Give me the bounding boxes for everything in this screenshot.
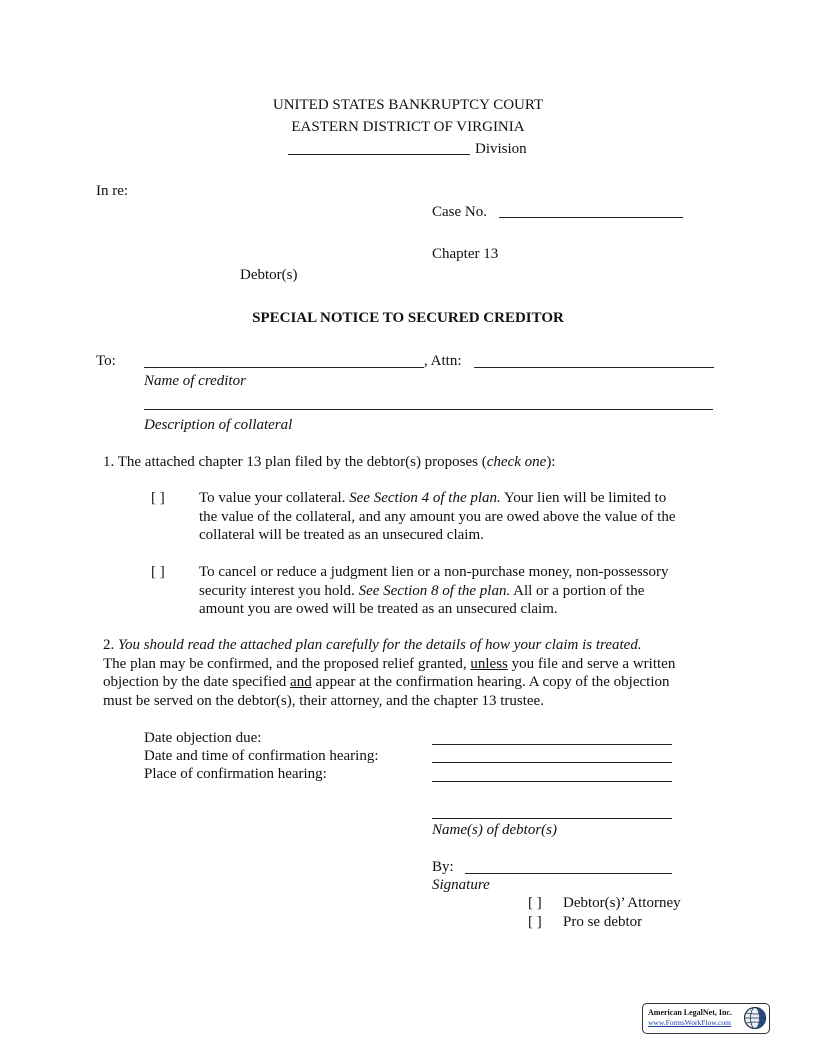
case-number-label: Case No. (432, 204, 487, 220)
hearing-datetime-blank-line[interactable] (432, 762, 672, 763)
case-number-blank-line[interactable] (499, 217, 683, 218)
objection-due-blank-line[interactable] (432, 744, 672, 745)
option-value-collateral-text (199, 489, 719, 545)
option1-line1-italic: See Section 4 of the plan. (349, 490, 501, 506)
logo-url-link[interactable]: www.FormsWorkFlow.com (648, 1018, 732, 1027)
footer-logo (642, 1003, 770, 1034)
option2-line1: To cancel or reduce a judgment lien or a non-purchase money, non-possessory (199, 564, 669, 580)
item1-intro-text: 1. The attached chapter 13 plan filed by the debtor(s) proposes ( (103, 454, 487, 470)
court-name: UNITED STATES BANKRUPTCY COURT (272, 97, 544, 113)
chapter-label: Chapter 13 (432, 246, 499, 262)
option1-line3: collateral will be treated as an unsecured claim. (199, 527, 484, 543)
to-label: To: (96, 353, 116, 369)
signature-caption: Signature (432, 877, 490, 893)
creditor-name-blank-line[interactable] (144, 367, 424, 368)
collateral-blank-line[interactable] (144, 409, 713, 410)
option-cancel-lien-checkbox[interactable]: [ ] (151, 564, 165, 580)
item2-line4: must be served on the debtor(s), their attorney, and the chapter 13 trustee. (103, 692, 544, 709)
item2-line2-a: The plan may be confirmed, and the proposed relief granted, (103, 655, 471, 672)
option-value-collateral-checkbox[interactable]: [ ] (151, 490, 165, 506)
option1-line1-a: To value your collateral. (199, 490, 350, 506)
court-district: EASTERN DISTRICT OF VIRGINIA (291, 119, 525, 135)
item1-intro-end: ): (546, 454, 556, 470)
in-re-label: In re: (96, 183, 129, 199)
option2-line2-italic: See Section 8 of the plan. (358, 582, 511, 599)
item2-and: and (290, 674, 312, 690)
option2-line2-b: All or a portion of the (510, 582, 645, 599)
option-cancel-lien-text (199, 563, 719, 619)
notice-title: SPECIAL NOTICE TO SECURED CREDITOR (252, 310, 564, 326)
item2-line2-b: you file and serve a written (507, 655, 676, 672)
hearing-place-label: Place of confirmation hearing: (144, 766, 327, 782)
hearing-place-blank-line[interactable] (432, 781, 672, 782)
option1-line2: the value of the collateral, and any amount you are owed above the value of the (199, 508, 676, 525)
objection-due-label: Date objection due: (144, 730, 262, 746)
collateral-caption: Description of collateral (144, 417, 293, 433)
item1-intro-italic: check one (486, 454, 547, 470)
item2-line3-a: objection by the date specified (103, 674, 291, 690)
attn-blank-line[interactable] (474, 367, 714, 368)
item2-paragraph (103, 636, 723, 710)
attorney-label: Debtor(s)’ Attorney (563, 895, 681, 911)
division-blank-line[interactable] (288, 154, 470, 155)
attn-label: , Attn: (424, 353, 462, 369)
option1-line1-b: Your lien will be limited to (500, 490, 667, 506)
item2-number: 2. (103, 637, 118, 653)
item1-intro (103, 453, 555, 471)
hearing-datetime-label: Date and time of confirmation hearing: (144, 748, 379, 764)
debtors-label: Debtor(s) (240, 267, 298, 283)
item2-unless: unless (470, 655, 508, 672)
division-label: Division (475, 141, 527, 157)
option2-line3: amount you are owed will be treated as an unsecured claim. (199, 601, 558, 617)
pro-se-label: Pro se debtor (563, 914, 643, 930)
item2-line3-b: appear at the confirmation hearing. A copy of the objection (311, 674, 670, 690)
item2-italic-warning: You should read the attached plan carefully for the details of how your claim is treated. (118, 637, 642, 653)
creditor-name-caption: Name of creditor (144, 373, 246, 389)
by-label: By: (432, 859, 454, 875)
debtor-names-caption: Name(s) of debtor(s) (432, 822, 557, 838)
attorney-checkbox[interactable]: [ ] (528, 895, 542, 911)
debtor-names-blank-line[interactable] (432, 818, 672, 819)
logo-company-name: American LegalNet, Inc. (648, 1008, 732, 1017)
pro-se-checkbox[interactable]: [ ] (528, 914, 542, 930)
globe-icon (743, 1006, 767, 1030)
option2-line2-a: security interest you hold. (199, 582, 359, 599)
signature-blank-line[interactable] (465, 873, 672, 874)
